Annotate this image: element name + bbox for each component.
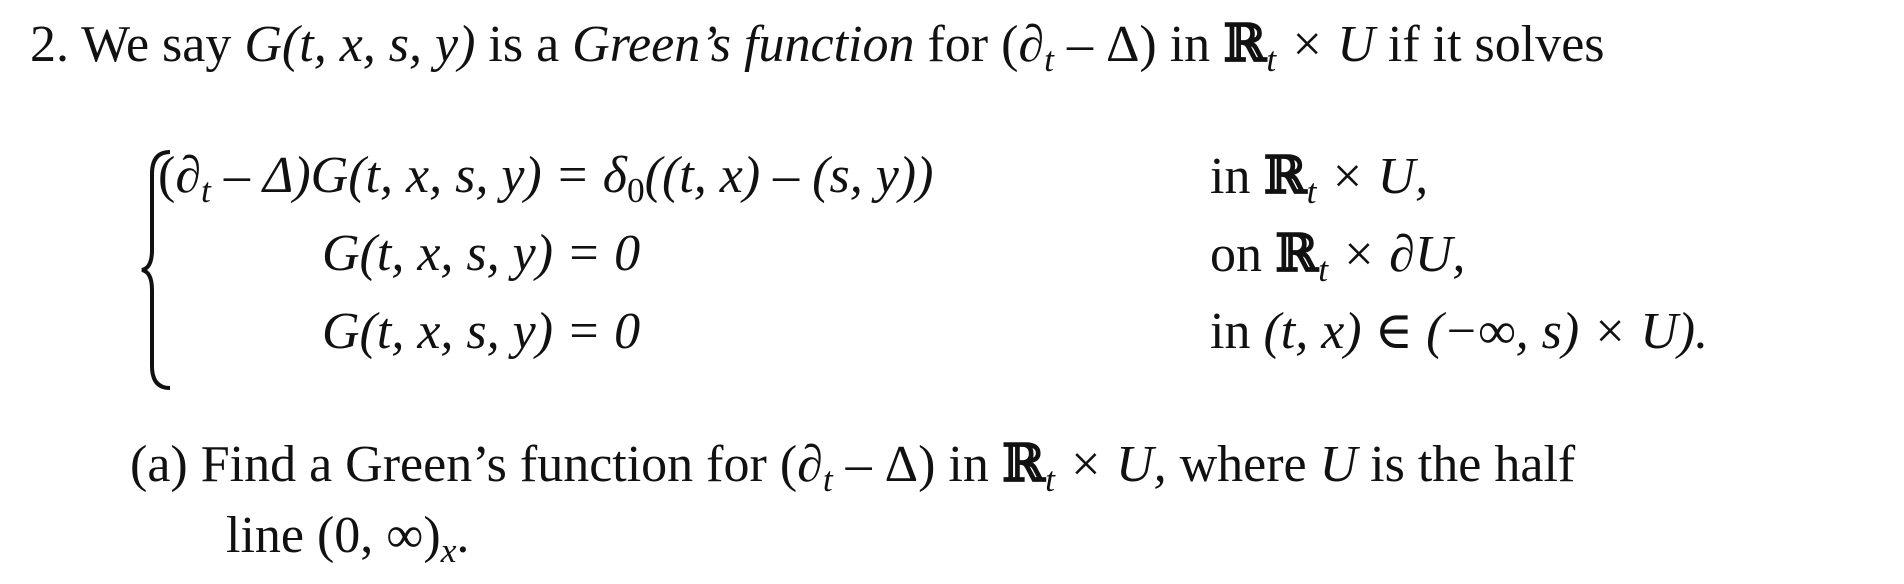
part-a-operator: $(\partial_t - \Delta)$ — [779, 436, 936, 499]
problem-for: for — [927, 16, 989, 73]
part-a-line2 — [226, 507, 470, 570]
part-a — [130, 433, 1576, 499]
problem-tail: if it solves — [1387, 16, 1605, 73]
problem-number: 2. — [30, 16, 69, 73]
equation-3: G(t, x, s, y) = 0 — [322, 303, 641, 360]
part-a-domain: ℝ$_t$ × U, — [1001, 433, 1167, 499]
half-line-interval: (0, $\infty)_x$. — [316, 507, 470, 570]
equation-2: G(t, x, s, y) = 0 — [322, 225, 641, 282]
equation-1-condition: in ℝ$_t$ × U, — [1210, 145, 1429, 211]
part-a-line-word: line — [226, 507, 304, 564]
part-a-U: U — [1319, 436, 1358, 493]
equation-2-condition: on ℝ$_t$ × ∂U, — [1210, 223, 1466, 289]
greens-function-term: Green’s function — [572, 16, 915, 73]
heat-operator: $(\partial_t - \Delta)$ — [1001, 16, 1157, 79]
greens-function-symbol: G(t, x, s, y) — [244, 16, 476, 73]
problem-in: in — [1169, 16, 1211, 73]
problem-lead: We say — [81, 16, 232, 73]
part-a-text: Find a Green’s function for — [200, 436, 767, 493]
part-a-where: where — [1179, 436, 1307, 493]
part-a-text2: is the half — [1370, 436, 1576, 493]
equation-3-condition: in (t, x) ∈ (−∞, s) × U). — [1210, 303, 1709, 360]
part-a-label: (a) — [130, 436, 188, 493]
equation-system — [140, 145, 1840, 390]
part-a-in: in — [948, 436, 989, 493]
domain-product: ℝ$_t$ × U — [1223, 13, 1375, 79]
equation-1: $(\partial_t - \Delta)G(t$, x, s, $y) = \delta_0((t$, x) – (s, y)) — [158, 147, 934, 210]
problem-statement — [30, 13, 1605, 79]
problem-is-a: is a — [488, 16, 560, 73]
